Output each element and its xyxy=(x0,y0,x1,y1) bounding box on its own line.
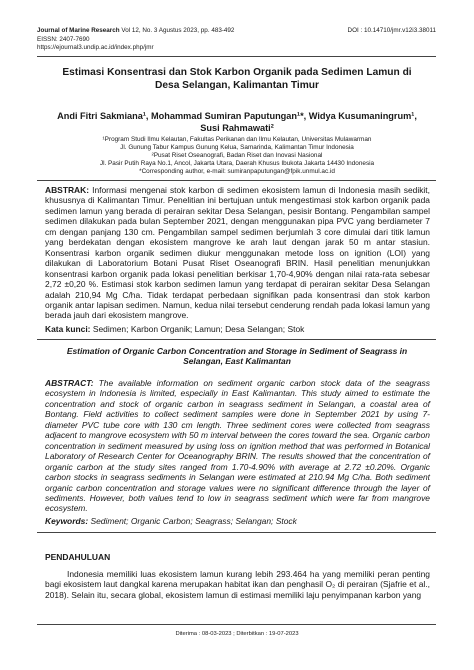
abstrak-paragraph xyxy=(45,185,430,321)
affiliation-line: Jl. Pasir Putih Raya No.1, Ancol, Jakarta Utara, Daerah Khusus Ibukota Jakarta 14430 Indonesia xyxy=(99,160,375,168)
section-divider xyxy=(37,339,436,340)
abstrak-label: ABSTRAK: xyxy=(45,185,90,195)
authors-line: Susi Rahmawati² xyxy=(200,123,274,133)
affiliation-line: Jl. Gunung Tabur Kampus Gunung Kelua, Samarinda, Kalimantan Timur Indonesia xyxy=(120,144,354,152)
kata-kunci: Kata kunci: Sedimen; Karbon Organik; Lamun; Desa Selangan; Stok xyxy=(45,324,305,334)
affiliations xyxy=(40,136,434,176)
doi[interactable]: DOI : 10.14710/jmr.v12i3.38011 xyxy=(347,27,436,34)
section-heading: PENDAHULUAN xyxy=(45,552,111,562)
header-divider xyxy=(37,56,436,57)
keywords: Keywords: Sediment; Organic Carbon; Seagrass; Selangan; Stock xyxy=(45,516,297,526)
abstract-paragraph xyxy=(45,378,430,514)
intro-paragraph: Indonesia memiliki luas ekosistem lamun kurang lebih 293.464 ha yang memiliki peran penting bagi ekosistem laut dangkal karena merupakan habitat ikan dan penghasil O₂ di perairan (Sjafrie et al., 2018). Selain itu, secara global, ekosistem lamun di estimasi memiliki laju penyimpanan karbon yang xyxy=(45,569,430,600)
affiliation-line: ²Pusat Riset Oseanografi, Badan Riset dan Inovasi Nasional xyxy=(151,152,323,160)
affiliation-line: ¹Program Studi Ilmu Kelautan, Fakultas Perikanan dan Ilmu Kelautan, Universitas Mulawarman xyxy=(102,136,372,143)
abstract-top-divider xyxy=(37,180,436,181)
footer-dates: Diterima : 08-03-2023 ; Diterbitkan : 19-07-2023 xyxy=(175,631,299,637)
abstract-label: ABSTRACT: xyxy=(45,378,94,388)
journal-citation: Journal of Marine Research Vol 12, No. 3 Agustus 2023, pp. 483-492 xyxy=(37,27,235,34)
footer-divider xyxy=(37,624,436,625)
keywords-label: Keywords: xyxy=(45,516,89,526)
keywords-divider xyxy=(37,532,436,533)
eissn: EISSN: 2407-7690 xyxy=(37,35,90,43)
abstract-text: The available information on sediment organic carbon stock data of the seagrass ecosystem in Indonesia is limited, especially in East Kalimantan. This study aimed to estimate the concentration and stock of organic carbon in seagrass sediment in Selangan, a coastal area of Bontang. Field activities to collect sediment samples were done in September 2021 by using 7-diameter PVC tube core with 130 cm length. Three sediment cores were collected from seagrass adjacent to mangrove ecosystem with 50 m interval between the cores toward the sea. Organic carbon concentration in sediment measured by using loss on ignition method that was performed in Botanical Laboratory of Research Center for Oceanography BRIN. The results showed that the concentration of organic carbon at the study sites ranged from 1.70-4.90% with average at 2.72 ±0.20%. Organic carbon stocks in seagrass sediments in Selangan were estimated at 210.94 Mg C/ha. Both sediment organic carbon concentration and storage values were no significant difference through the layer of sediments. However, both values tend to low in seagrass sediment which were far from mangrove ecosystem. xyxy=(45,378,430,514)
abstrak-text: Informasi mengenai stok karbon di sedimen ekosistem lamun di Indonesia masih sedikit, khususnya di Kalimantan Timur. Penelitian ini bertujuan untuk mengestimasi stok karbon organik pada sedimen lamun yang berada di perairan sekitar Desa Selangan, pesisir Bontang. Pengambilan sampel sedimen dilakukan pada bulan September 2021, dengan menggunakan pipa PVC yang berdiameter 7 cm dengan panjang 130 cm. Pengambilan sampel sedimen berjumlah 3 core dimulai dari titik lamun yang berdekatan dengan ekosistem mangrove ke arah laut dengan jarak 50 m antar stasiun. Konsentrasi karbon organik sedimen diukur menggunakan metode loss on ignition (LOI) yang dilakukan di Laboratorium Botani Pusat Riset Oseanografi BRIN. Hasil penelitian menunjukkan konsentrasi karbon organik pada lokasi penelitian berkisar 1,70-4,90% dengan nilai rata-rata sebesar 2,72 ±0,20 %. Estimasi stok karbon sedimen lamun yang terdapat di perairan sekitar Desa Selangan adalah 210,94 Mg C/ha. Tidak terdapat perbedaan signifikan pada konsentrasi dan stok karbon organik antar lapisan sedimen. Namun, kedua nilai tersebut cenderung rendah pada lokasi lamun yang berada jauh dari ekosistem mangrove. xyxy=(45,185,430,321)
kata-kunci-label: Kata kunci: xyxy=(45,324,91,334)
journal-url[interactable]: https://ejournal3.undip.ac.id/index.php/jmr xyxy=(37,44,154,52)
author-list xyxy=(40,110,434,134)
article-title: Estimasi Konsentrasi dan Stok Karbon Organik pada Sedimen Lamun di Desa Selangan, Kalimantan Timur xyxy=(62,67,412,91)
english-title: Estimation of Organic Carbon Concentration and Storage in Sediment of Seagrass in Selangan, East Kalimantan xyxy=(66,346,408,367)
authors-line: Andi Fitri Sakmiana¹, Mohammad Sumiran Paputungan¹*, Widya Kusumaningrum¹, xyxy=(57,111,417,121)
corresponding-author: *Corresponding author, e-mail: sumiranpaputungan@fpik.unmul.ac.id xyxy=(139,168,335,176)
journal-header xyxy=(37,27,436,53)
